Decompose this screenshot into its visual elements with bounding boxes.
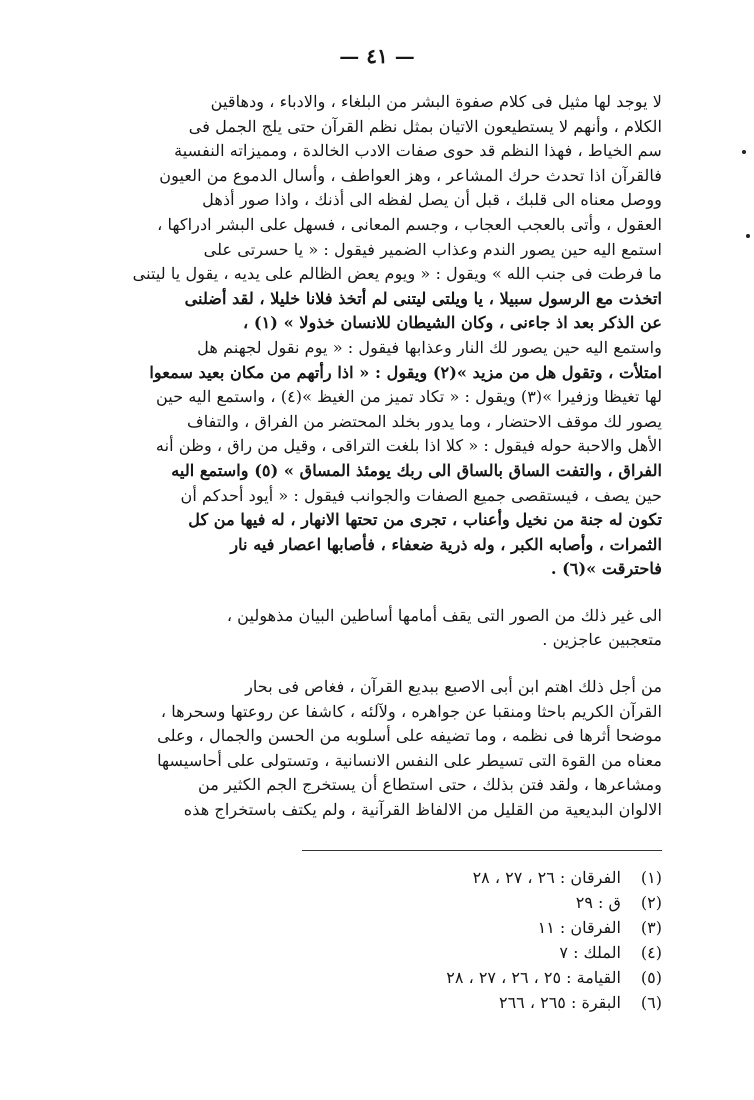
footnote-item — [302, 865, 662, 890]
page-number: — ٤١ — — [339, 44, 415, 68]
paragraph-2 — [67, 604, 662, 653]
text-line: الأهل والاحبة حوله فيقول : « كلا اذا بلغت التراقى ، وقيل من راق ، وظن أنه — [155, 436, 662, 456]
footnote-text: الملك : ٧ — [559, 943, 621, 962]
footnote-text: الفرقان : ٢٦ ، ٢٧ ، ٢٨ — [472, 868, 621, 887]
text-line: حين يصف ، فيستقصى جميع الصفات والجوانب فيقول : « أيود أحدكم أن — [180, 485, 662, 505]
text-line: من أجل ذلك اهتم ابن أبى الاصبع ببديع القرآن ، فغاص فى بحار — [245, 677, 662, 697]
footnote-number: (٢) — [640, 893, 662, 912]
footnote-text: القيامة : ٢٥ ، ٢٦ ، ٢٧ ، ٢٨ — [446, 968, 621, 987]
footnote-number: (٥) — [640, 968, 662, 987]
quote-line: فاحترقت »(٦) . — [550, 559, 662, 579]
text-line: سم الخياط ، فهذا النظم قد حوى صفات الادب الخالدة ، ومميزاته النفسية — [174, 141, 662, 161]
text-line: استمع اليه حين يصور الندم وعذاب الضمير فيقول : « يا حسرتى على — [203, 239, 662, 259]
paragraph-spacer — [67, 653, 662, 675]
text-line: العقول ، وأتى بالعجب العجاب ، وجسم المعانى ، فسهل على البشر ادراكها ، — [157, 214, 662, 234]
text-line: الكلام ، وأنهم لا يستطيعون الاتيان بمثل نظم القرآن حتى يلج الجمل فى — [188, 116, 662, 136]
quote-line: امتلأت ، وتقول هل من مزيد »(٢) ويقول : « اذا رأتهم من مكان بعيد سمعوا — [149, 362, 662, 382]
quote-line: اتخذت مع الرسول سبيلا ، يا ويلتى ليتنى لم أتخذ فلانا خليلا ، لقد أضلنى — [184, 288, 662, 308]
scan-speck — [742, 150, 746, 154]
footnote-item — [302, 940, 662, 965]
footnote-number: (١) — [640, 868, 662, 887]
text-line: فالقرآن اذا تحدث حرك المشاعر ، وهز العواطف ، وأسال الدموع من العيون — [159, 165, 662, 185]
paragraph-1 — [67, 90, 662, 582]
footnote-text: الفرقان : ١١ — [537, 918, 621, 937]
footnote-number: (٦) — [640, 993, 662, 1012]
text-line: متعجبين عاجزين . — [542, 630, 662, 650]
text-line: لا يوجد لها مثيل فى كلام صفوة البشر من البلغاء ، والادباء ، ودهاقين — [210, 92, 662, 111]
quote-line: الفراق ، والتفت الساق بالساق الى ربك يومئذ المساق » (٥) واستمع اليه — [171, 460, 662, 480]
quote-line: عن الذكر بعد اذ جاءنى ، وكان الشيطان للانسان خذولا » (١) ، — [243, 313, 662, 333]
text-line: ومشاعرها ، ولقد فتن بذلك ، حتى استطاع أن يستخرج الجم الكثير من — [197, 775, 662, 795]
footnote-item — [302, 990, 662, 1015]
text-line: موضحا أثرها فى نظمه ، وما تضيفه على أسلوبه من الحسن والجمال ، وعلى — [157, 726, 662, 746]
text-line: لها تغيظا وزفيرا »(٣) ويقول : « تكاد تميز من الغيظ »(٤) ، واستمع اليه حين — [155, 387, 662, 407]
footnote-number: (٤) — [640, 943, 662, 962]
footnote-text: البقرة : ٢٦٥ ، ٢٦٦ — [498, 993, 621, 1012]
text-line: يصور لك موقف الاحتضار ، وما يدور بخلد المحتضر من الفراق ، والتفاف — [186, 411, 662, 431]
footnote-divider — [302, 850, 662, 851]
text-line: ما فرطت فى جنب الله » ويقول : « ويوم يعض الظالم على يديه ، يقول يا ليتنى — [132, 264, 662, 284]
quote-line: تكون له جنة من نخيل وأعناب ، تجرى من تحتها الانهار ، له فيها من كل — [188, 510, 662, 530]
body-text — [67, 90, 662, 823]
footnote-item — [302, 965, 662, 990]
text-line: الى غير ذلك من الصور التى يقف أمامها أساطين البيان مذهولين ، — [226, 605, 662, 625]
scan-speck — [746, 234, 750, 238]
footnote-text: ق : ٢٩ — [575, 893, 621, 912]
footnotes-list — [302, 865, 662, 1015]
text-line: ووصل معناه الى قلبك ، قبل أن يصل لفظه الى أذنك ، واذا صور أذهل — [202, 190, 662, 210]
footnote-item — [302, 915, 662, 940]
paragraph-spacer — [67, 582, 662, 604]
text-line: القرآن الكريم باحثا ومنقبا عن جواهره ، ولآلئه ، كاشفا عن روعتها وسحرها ، — [160, 701, 662, 721]
footnote-number: (٣) — [640, 918, 662, 937]
paragraph-3 — [67, 675, 662, 823]
text-line: الالوان البديعية من القليل من الالفاظ القرآنية ، ولم يكتف باستخراج هذه — [183, 800, 662, 820]
text-line: واستمع اليه حين يصور لك النار وعذابها فيقول : « يوم نقول لجهنم هل — [197, 337, 662, 357]
quote-line: الثمرات ، وأصابه الكبر ، وله ذرية ضعفاء ، فأصابها اعصار فيه نار — [230, 534, 662, 554]
text-line: معناه من القوة التى تسيطر على النفس الانسانية ، وتستولى على أحاسيسها — [157, 750, 662, 770]
footnote-item — [302, 890, 662, 915]
